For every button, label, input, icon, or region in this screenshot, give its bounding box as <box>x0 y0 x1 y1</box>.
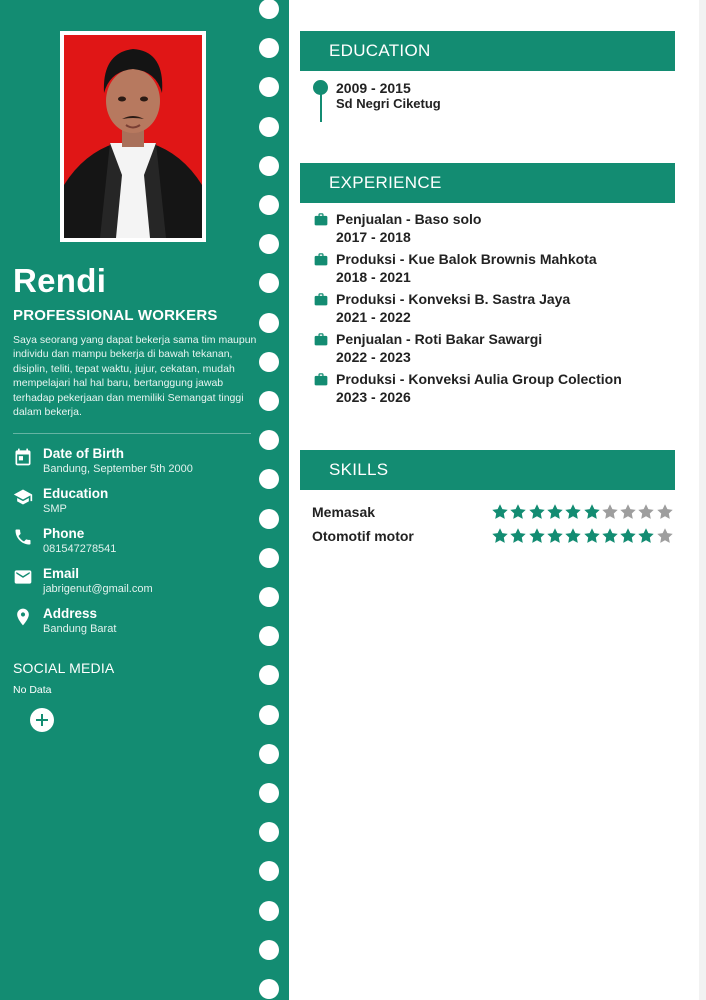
sidebar-divider <box>13 433 251 434</box>
binder-hole <box>259 273 279 293</box>
binder-hole <box>259 469 279 489</box>
calendar-icon <box>13 447 33 467</box>
phone-icon <box>13 527 33 547</box>
binder-hole <box>259 665 279 685</box>
briefcase-icon <box>313 292 329 306</box>
binder-hole <box>259 548 279 568</box>
info-label: Education <box>43 486 109 501</box>
star-empty-icon <box>637 503 655 521</box>
binder-hole <box>259 430 279 450</box>
binder-hole <box>259 979 279 999</box>
education-years: 2009 - 2015 <box>336 80 411 96</box>
star-filled-icon <box>528 527 546 545</box>
binder-hole <box>259 234 279 254</box>
add-social-media-button[interactable] <box>30 708 54 732</box>
location-pin-icon <box>13 607 33 627</box>
profile-role: PROFESSIONAL WORKERS <box>13 307 218 324</box>
star-filled-icon <box>546 503 564 521</box>
sidebar <box>0 0 289 1000</box>
skill-name: Otomotif motor <box>312 528 414 544</box>
binder-hole <box>259 195 279 215</box>
star-filled-icon <box>528 503 546 521</box>
binder-hole <box>259 861 279 881</box>
star-filled-icon <box>509 527 527 545</box>
experience-years: 2017 - 2018 <box>336 229 411 245</box>
binder-hole <box>259 744 279 764</box>
skill-row <box>312 504 676 524</box>
info-label: Date of Birth <box>43 446 124 461</box>
briefcase-icon <box>313 212 329 226</box>
binder-hole <box>259 117 279 137</box>
info-value: SMP <box>43 503 67 515</box>
binder-hole <box>259 705 279 725</box>
star-filled-icon <box>491 527 509 545</box>
binder-hole <box>259 822 279 842</box>
star-filled-icon <box>509 503 527 521</box>
info-value: Bandung, September 5th 2000 <box>43 463 193 475</box>
education-heading: EDUCATION <box>300 31 675 71</box>
mail-icon <box>13 567 33 587</box>
binder-hole <box>259 587 279 607</box>
experience-years: 2018 - 2021 <box>336 269 411 285</box>
binder-hole <box>259 783 279 803</box>
star-filled-icon <box>564 527 582 545</box>
star-filled-icon <box>619 527 637 545</box>
profile-summary: Saya seorang yang dapat bekerja sama tim maupun individu dan mampu bekerja di bawah tekanan, disiplin, teliti, tepat waktu, jujur, cekatan, mudah mempelajari hal hal baru, bertanggung jawab terhadap pekerjaan dan memiliki Semangat tinggi dalam bekerja. <box>13 334 257 419</box>
skill-row <box>312 528 676 548</box>
binder-hole <box>259 77 279 97</box>
info-label: Address <box>43 606 98 621</box>
graduation-cap-icon <box>13 487 33 507</box>
social-media-value: No Data <box>13 684 52 696</box>
binder-holes <box>259 0 279 1000</box>
experience-years: 2023 - 2026 <box>336 389 411 405</box>
star-empty-icon <box>601 503 619 521</box>
experience-title: Produksi - Konveksi B. Sastra Jaya <box>336 291 571 307</box>
binder-hole <box>259 313 279 333</box>
binder-hole <box>259 391 279 411</box>
binder-hole <box>259 940 279 960</box>
experience-years: 2022 - 2023 <box>336 349 411 365</box>
star-filled-icon <box>583 527 601 545</box>
briefcase-icon <box>313 252 329 266</box>
binder-hole <box>259 901 279 921</box>
info-value: jabrigenut@gmail.com <box>43 583 153 595</box>
star-filled-icon <box>637 527 655 545</box>
experience-heading: EXPERIENCE <box>300 163 675 203</box>
skill-name: Memasak <box>312 504 376 520</box>
star-filled-icon <box>491 503 509 521</box>
binder-hole <box>259 0 279 19</box>
star-empty-icon <box>656 527 674 545</box>
briefcase-icon <box>313 372 329 386</box>
profile-photo <box>60 31 206 242</box>
timeline-line <box>320 92 322 122</box>
info-label: Phone <box>43 526 85 541</box>
binder-hole <box>259 156 279 176</box>
experience-title: Produksi - Konveksi Aulia Group Colection <box>336 371 622 387</box>
star-empty-icon <box>619 503 637 521</box>
experience-title: Produksi - Kue Balok Brownis Mahkota <box>336 251 597 267</box>
experience-title: Penjualan - Roti Bakar Sawargi <box>336 331 543 347</box>
profile-name: Rendi <box>13 262 107 299</box>
binder-hole <box>259 626 279 646</box>
experience-years: 2021 - 2022 <box>336 309 411 325</box>
star-filled-icon <box>583 503 601 521</box>
skills-heading: SKILLS <box>300 450 675 490</box>
page-edge <box>699 0 706 1000</box>
star-filled-icon <box>546 527 564 545</box>
experience-title: Penjualan - Baso solo <box>336 211 482 227</box>
binder-hole <box>259 38 279 58</box>
education-school: Sd Negri Ciketug <box>336 96 441 111</box>
binder-hole <box>259 509 279 529</box>
star-empty-icon <box>656 503 674 521</box>
info-value: 081547278541 <box>43 543 117 555</box>
star-filled-icon <box>601 527 619 545</box>
binder-hole <box>259 352 279 372</box>
star-filled-icon <box>564 503 582 521</box>
info-label: Email <box>43 566 80 581</box>
social-media-title: SOCIAL MEDIA <box>13 660 115 676</box>
briefcase-icon <box>313 332 329 346</box>
info-value: Bandung Barat <box>43 623 117 635</box>
